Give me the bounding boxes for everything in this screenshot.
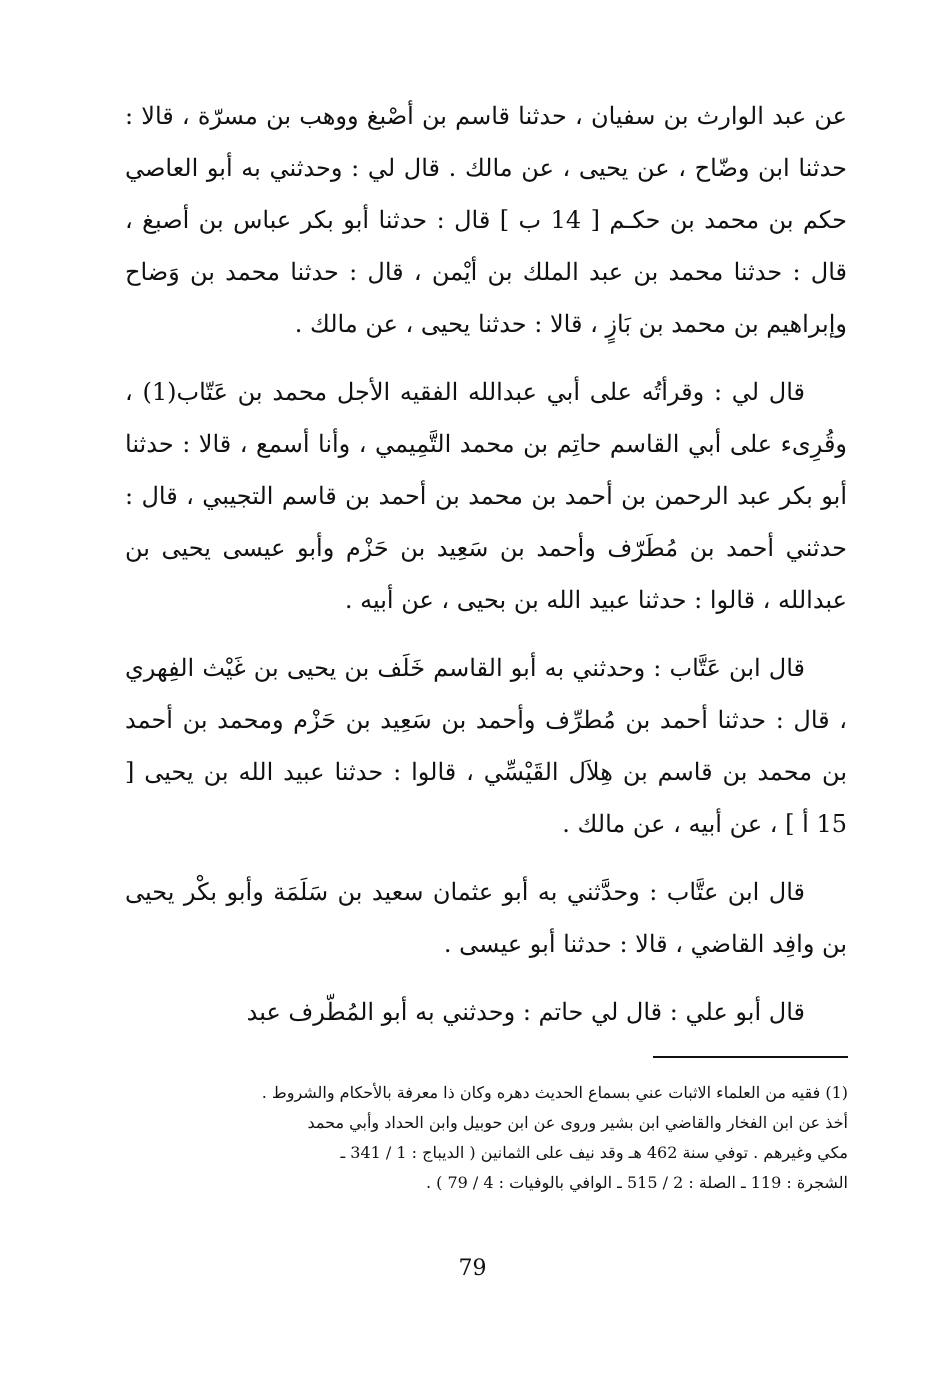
footnote-divider (653, 1056, 848, 1058)
paragraph-2: قال لي : وقرأتُه على أبي عبدالله الفقيه الأجل محمد بن عَتّاب(1) ، وقُرِىء على أبي القاسم حاتِم بن محمد التَّمِيمي ، وأنا أسمع ، قالا : حدثنا أبو بكر عبد الرحمن بن أحمد بن محمد بن أحمد بن قاسم التجيبي ، قال : حدثني أحمد بن مُطَرّف وأحمد بن سَعِيد بن حَزْم وأبو عيسى يحيى بن عبدالله ، قالوا : حدثنا عبيد الله بن بحيى ، عن أبيه . (125, 378, 847, 614)
page-number: 79 (458, 1256, 487, 1281)
paragraph-1: عن عبد الوارث بن سفيان ، حدثنا قاسم بن أصْبغ ووهب بن مسرّة ، قالا : حدثنا ابن وضّاح ، عن يحيى ، عن مالك . قال لي : وحدثني به أبو العاصي حكم بن محمد بن حكـم [ 14 ب ] قال : حدثنا أبو بكر عباس بن أصبغ ، قال : حدثنا محمد بن عبد الملك بن أيْمن ، قال : حدثنا محمد بن وَضاح وإبراهيم بن محمد بن بَازٍ ، قالا : حدثنا يحيى ، عن مالك . (125, 102, 847, 338)
footnote (120, 1078, 848, 1198)
main-text (125, 90, 847, 1054)
footnote-line-2: أخذ عن ابن الفخار والقاضي ابن بشير وروى عن ابن حوبيل وابن الحداد وأبي محمد (307, 1113, 848, 1132)
paragraph-4: قال ابن عتَّاب : وحدَّثني به أبو عثمان سعيد بن سَلَمَة وأبو بكْر يحيى بن وافِد القاضي ، قالا : حدثنا أبو عيسى . (125, 878, 847, 958)
paragraph-3: قال ابن عَتَّاب : وحدثني به أبو القاسم خَلَف بن يحيى بن غَيْث الفِهري ، قال : حدثنا أحمد بن مُطرِّف وأحمد بن سَعِيد بن حَزْم ومحمد بن أحمد بن محمد بن قاسم بن هِلاَل القَيْسِّي ، قالوا : حدثنا عبيد الله بن يحيى [ 15 أ ] ، عن أبيه ، عن مالك . (125, 654, 847, 838)
footnote-line-4: الشجرة : 119 ـ الصلة : 2 / 515 ـ الوافي بالوفيات : 4 / 79 ) . (425, 1173, 848, 1192)
paragraph-5: قال أبو علي : قال لي حاتم : وحدثني به أبو المُطّرف عبد (246, 998, 805, 1026)
footnote-line-1: (1) فقيه من العلماء الاثبات عني بسماع الحديث دهره وكان ذا معرفة بالأحكام والشروط . (261, 1083, 848, 1102)
footnote-line-3: مكي وغيرهم . توفي سنة 462 هـ وقد نيف على الثمانين ( الديباج : 1 / 341 ـ (340, 1143, 848, 1162)
